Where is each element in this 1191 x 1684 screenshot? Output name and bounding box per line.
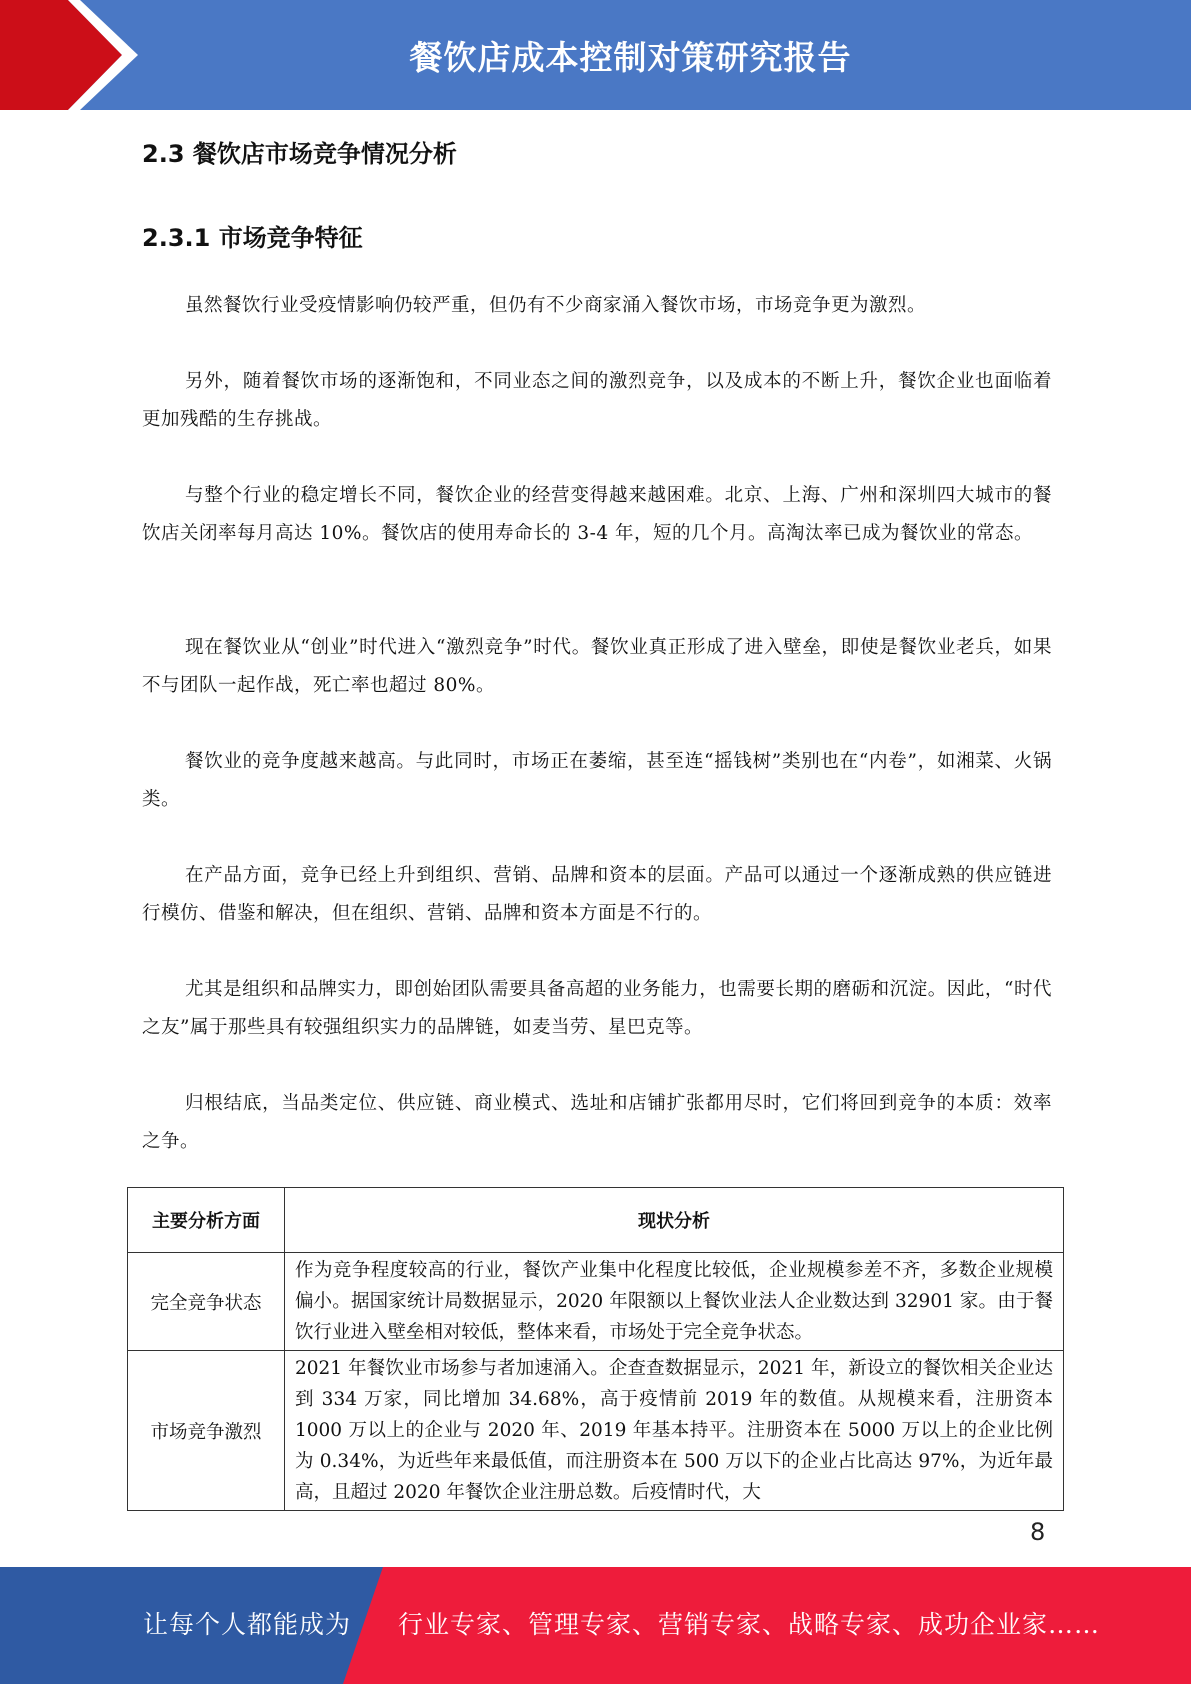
paragraph: 尤其是组织和品牌实力，即创始团队需要具备高超的业务能力，也需要长期的磨砺和沉淀。因此，“时代之友”属于那些具有较强组织实力的品牌链，如麦当劳、星巴克等。 xyxy=(142,979,1052,1038)
footer-slogan-left: 让每个人都能成为 xyxy=(143,1610,352,1639)
table-cell-desc: 作为竞争程度较高的行业，餐饮产业集中化程度比较低，企业规模参差不齐，多数企业规模偏小。据国家统计局数据显示，2020 年限额以上餐饮业法人企业数达到 32901 家。由于餐饮行业进入壁垒相对较低，整体来看，市场处于完全竞争状态。 xyxy=(285,1253,1064,1351)
table-cell-desc: 2021 年餐饮业市场参与者加速涌入。企查查数据显示，2021 年，新设立的餐饮相关企业达到 334 万家，同比增加 34.68%，高于疫情前 2019 年的数值。从规模来看，注册资本 1000 万以上的企业与 2020 年、2019 年基本持平。注册资本在 5000 万以上的企业比例为 0.34%，为近些年来最低值，而注册资本在 500 万以下的企业占比高达 97%，为近年最高，且超过 2020 年餐饮企业注册总数。后疫情时代，大 xyxy=(285,1351,1064,1511)
paragraph: 餐饮业的竞争度越来越高。与此同时，市场正在萎缩，甚至连“摇钱树”类别也在“内卷”，如湘菜、火锅类。 xyxy=(142,751,1052,810)
column-header-aspect: 主要分析方面 xyxy=(128,1188,285,1253)
paragraph: 在产品方面，竞争已经上升到组织、营销、品牌和资本的层面。产品可以通过一个逐渐成熟的供应链进行模仿、借鉴和解决，但在组织、营销、品牌和资本方面是不行的。 xyxy=(142,865,1052,924)
footer-slogan-right: 行业专家、管理专家、营销专家、战略专家、成功企业家…… xyxy=(398,1610,1101,1639)
table-row xyxy=(128,1351,1064,1511)
paragraph: 现在餐饮业从“创业”时代进入“激烈竞争”时代。餐饮业真正形成了进入壁垒，即使是餐饮业老兵，如果不与团队一起作战，死亡率也超过 80%。 xyxy=(142,637,1052,696)
paragraph: 归根结底，当品类定位、供应链、商业模式、选址和店铺扩张都用尽时，它们将回到竞争的本质：效率之争。 xyxy=(142,1093,1052,1152)
paragraph: 另外，随着餐饮市场的逐渐饱和，不同业态之间的激烈竞争，以及成本的不断上升，餐饮企业也面临着更加残酷的生存挑战。 xyxy=(142,371,1052,430)
paragraph: 与整个行业的稳定增长不同，餐饮企业的经营变得越来越困难。北京、上海、广州和深圳四大城市的餐饮店关闭率每月高达 10%。餐饮店的使用寿命长的 3-4 年，短的几个月。高淘汰率已成为餐饮业的常态。 xyxy=(142,485,1052,544)
table-cell-aspect: 完全竞争状态 xyxy=(128,1253,285,1351)
page-number: 8 xyxy=(1030,1518,1046,1546)
header-red-chevron xyxy=(0,0,150,110)
paragraph: 虽然餐饮行业受疫情影响仍较严重，但仍有不少商家涌入餐饮市场，市场竞争更为激烈。 xyxy=(185,295,927,316)
subsection-heading: 2.3.1 市场竞争特征 xyxy=(142,224,363,252)
column-header-analysis: 现状分析 xyxy=(285,1188,1064,1253)
table-header-row xyxy=(128,1188,1064,1253)
analysis-table xyxy=(127,1187,1064,1511)
table-cell-aspect: 市场竞争激烈 xyxy=(128,1351,285,1511)
section-heading: 2.3 餐饮店市场竞争情况分析 xyxy=(142,140,457,168)
table-row xyxy=(128,1253,1064,1351)
report-title: 餐饮店成本控制对策研究报告 xyxy=(409,37,852,77)
